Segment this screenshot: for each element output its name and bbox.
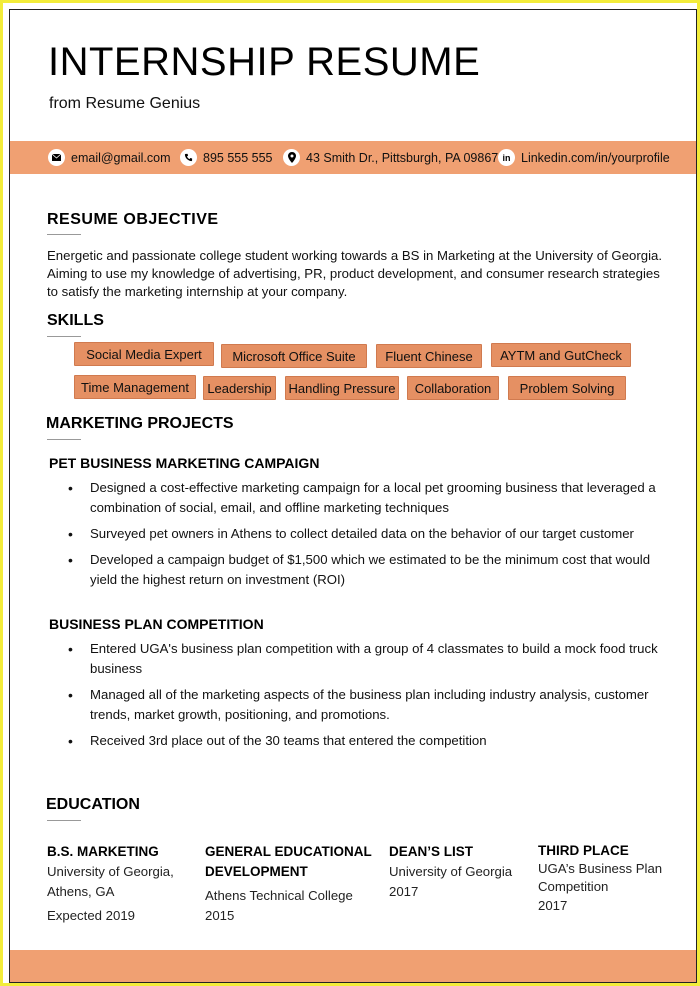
project-bullet: • Received 3rd place out of the 30 teams that entered the competition — [68, 731, 668, 751]
project-bullet-list — [68, 639, 668, 757]
skill-chip: Collaboration — [407, 376, 499, 400]
skills-heading: SKILLS — [47, 312, 104, 329]
education-underline — [47, 820, 81, 821]
project-title: BUSINESS PLAN COMPETITION — [49, 616, 264, 632]
footer-bar — [10, 950, 697, 983]
education-entry-line: 2017 — [389, 884, 419, 899]
project-bullet: • Entered UGA's business plan competition with a group of 4 classmates to build a mock food truck business — [68, 639, 668, 679]
skill-chip: AYTM and GutCheck — [491, 343, 631, 367]
skill-chip: Time Management — [74, 375, 196, 399]
project-bullet: • Surveyed pet owners in Athens to collect detailed data on the behavior of our target customer — [68, 524, 668, 544]
skill-chip: Problem Solving — [508, 376, 626, 400]
education-entry-line: 2017 — [538, 898, 568, 913]
education-entry-line: Athens Technical College — [205, 888, 353, 903]
resume-title: INTERNSHIP RESUME — [48, 40, 481, 84]
education-entry-line: Competition — [538, 879, 609, 894]
projects-underline — [47, 439, 81, 440]
contact-address-text: 43 Smith Dr., Pittsburgh, PA 09867 — [306, 150, 499, 165]
education-entry — [47, 842, 197, 926]
education-entry-line: UGA’s Business Plan — [538, 861, 663, 876]
education-entry-title: DEAN’S LIST — [389, 844, 474, 859]
education-entry-line: University of Georgia — [389, 864, 513, 879]
project-bullet-list — [68, 478, 668, 596]
skill-chip: Fluent Chinese — [376, 344, 482, 368]
contact-bar — [10, 141, 697, 174]
resume-page — [9, 9, 697, 983]
contact-phone[interactable] — [180, 141, 273, 174]
education-entry-line: Athens, GA — [47, 884, 115, 899]
education-entry-title: THIRD PLACE — [538, 843, 629, 858]
projects-heading: MARKETING PROJECTS — [46, 415, 234, 432]
education-entry-title: B.S. MARKETING — [47, 844, 159, 859]
project-title: PET BUSINESS MARKETING CAMPAIGN — [49, 455, 320, 471]
email-icon — [48, 149, 65, 166]
objective-heading: RESUME OBJECTIVE — [47, 211, 219, 228]
contact-email-text: email@gmail.com — [71, 150, 171, 165]
contact-address[interactable] — [283, 141, 498, 174]
skill-chip: Handling Pressure — [285, 376, 399, 400]
education-entry-line: University of Georgia, — [47, 864, 174, 879]
contact-linkedin[interactable] — [498, 141, 670, 174]
contact-phone-text: 895 555 555 — [203, 150, 273, 165]
education-heading: EDUCATION — [46, 796, 140, 813]
education-entry — [389, 842, 529, 902]
education-entry — [538, 842, 688, 916]
skill-chip: Social Media Expert — [74, 342, 214, 366]
education-entry-line: Expected 2019 — [47, 908, 135, 923]
objective-underline — [47, 234, 81, 235]
contact-linkedin-text: Linkedin.com/in/yourprofile — [521, 150, 670, 165]
location-pin-icon — [283, 149, 300, 166]
skills-underline — [47, 336, 81, 337]
education-entry-title: DEVELOPMENT — [205, 864, 308, 879]
education-entry-title: GENERAL EDUCATIONAL — [205, 844, 372, 859]
skill-chip: Leadership — [203, 376, 276, 400]
project-bullet: • Developed a campaign budget of $1,500 which we estimated to be the minimum cost that would yield the highest return on investment (ROI) — [68, 550, 668, 590]
contact-email[interactable] — [48, 141, 171, 174]
resume-subtitle: from Resume Genius — [49, 95, 201, 112]
skill-chip: Microsoft Office Suite — [221, 344, 367, 368]
phone-icon — [180, 149, 197, 166]
project-bullet: • Managed all of the marketing aspects of the business plan including industry analysis, customer trends, market growth, positioning, and promotions. — [68, 685, 668, 725]
education-entry — [205, 842, 375, 926]
education-entry-line: 2015 — [205, 908, 235, 923]
linkedin-icon: in — [498, 149, 515, 166]
objective-text: Energetic and passionate college student working towards a BS in Marketing at the University of Georgia. Aiming to use my knowledge of advertising, PR, product development, and consumer research strategies to satisfy the marketing internship at your company. — [47, 248, 663, 299]
project-bullet: • Designed a cost-effective marketing campaign for a local pet grooming business that leveraged a combination of social, email, and offline marketing techniques — [68, 478, 668, 518]
